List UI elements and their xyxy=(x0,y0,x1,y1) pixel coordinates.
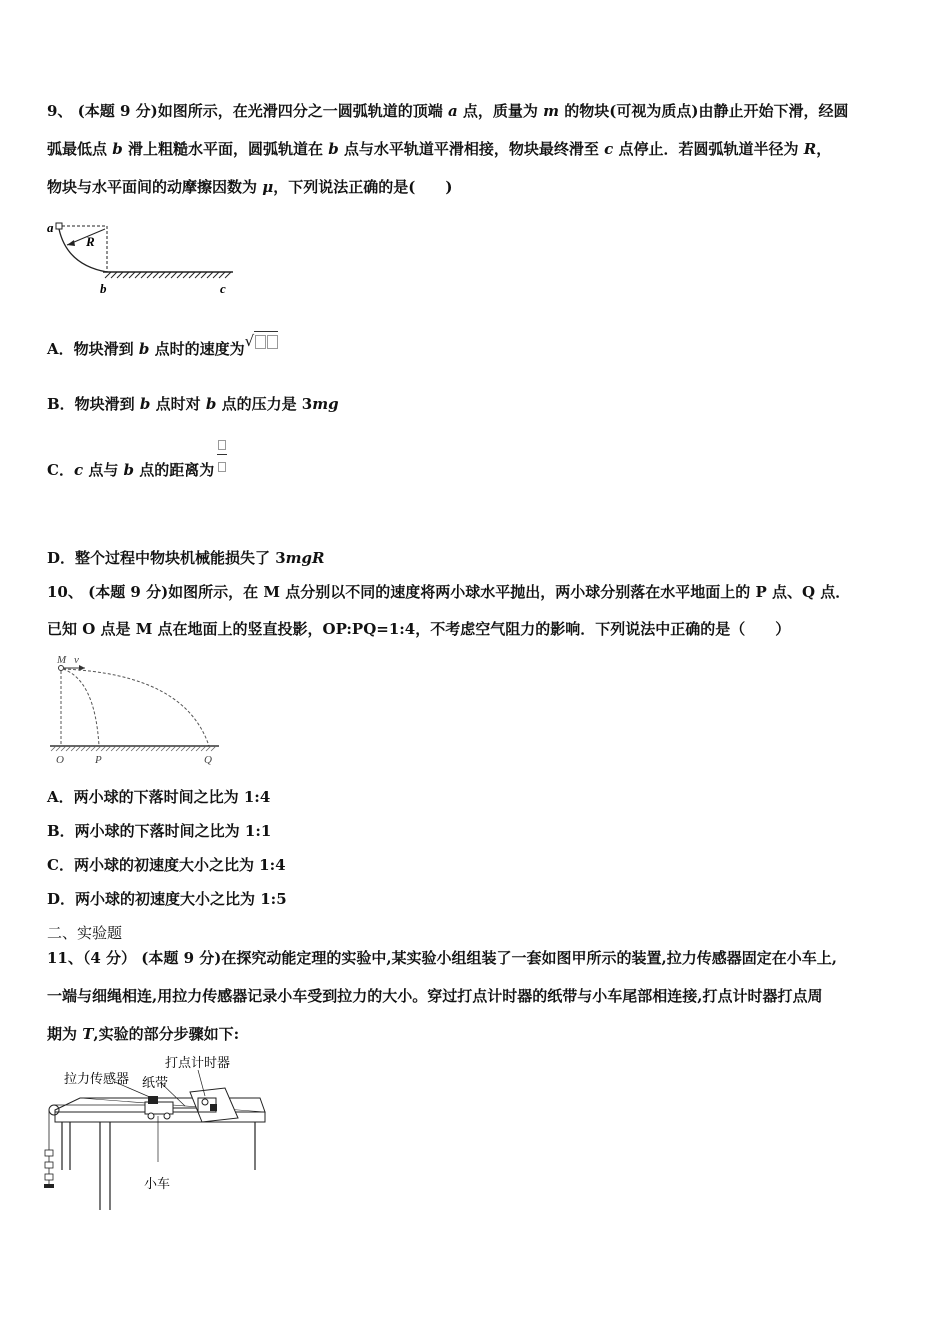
label-tape: 纸带 xyxy=(142,1076,169,1091)
label-a: a xyxy=(47,220,54,235)
projectile-diagram xyxy=(47,650,227,770)
label-cart: 小车 xyxy=(144,1177,171,1192)
apparatus-diagram xyxy=(40,1050,270,1215)
label-R: R xyxy=(86,234,95,249)
label-b: b xyxy=(100,281,107,296)
missing-glyph-icon xyxy=(255,335,266,349)
q9-option-a: A．物块滑到 b 点时的速度为√ xyxy=(47,339,278,359)
label-Q: Q xyxy=(204,754,212,766)
arc-track-diagram xyxy=(45,215,245,300)
label-sensor: 拉力传感器 xyxy=(64,1072,130,1087)
q10-option-b: B．两小球的下落时间之比为 1:1 xyxy=(47,822,272,840)
q9-line-3: 物块与水平面间的动摩擦因数为 μ，下列说法正确的是( ) xyxy=(47,178,453,196)
label-c: c xyxy=(220,281,226,296)
sqrt-formula: √ xyxy=(245,332,279,350)
q9-option-b: B．物块滑到 b 点时对 b 点的压力是 3mg xyxy=(47,395,339,413)
label-P: P xyxy=(95,754,102,766)
missing-glyph-icon xyxy=(218,462,226,472)
label-v: v xyxy=(74,654,79,666)
q9-line-2: 弧最低点 b 滑上粗糙水平面，圆弧轨道在 b 点与水平轨道平滑相接，物块最终滑至 c 点停止．若圆弧轨道半径为 R， xyxy=(47,140,832,158)
fraction-formula xyxy=(217,434,227,475)
q10-line-2: 已知 O 点是 M 点在地面上的竖直投影，OP:PQ=1:4，不考虑空气阻力的影响．下列说法中正确的是（ ） xyxy=(47,620,791,638)
q10-option-c: C．两小球的初速度大小之比为 1:4 xyxy=(47,856,286,874)
missing-glyph-icon xyxy=(218,440,226,450)
q10-line-1: 10、 (本题 9 分)如图所示，在 M 点分别以不同的速度将两小球水平抛出，两小球分别落在水平地面上的 P 点、Q 点． xyxy=(47,583,851,601)
q10-option-d: D．两小球的初速度大小之比为 1:5 xyxy=(47,890,287,908)
label-O: O xyxy=(56,754,64,766)
q11-line-1: 11、（4 分） (本题 9 分)在探究动能定理的实验中,某实验小组组装了一套如图甲所示的装置,拉力传感器固定在小车上, xyxy=(47,949,838,967)
label-M: M xyxy=(57,654,67,666)
q11-figure xyxy=(40,1050,270,1215)
q11-line-3: 期为 T,实验的部分步骤如下: xyxy=(47,1025,240,1043)
label-timer: 打点计时器 xyxy=(165,1056,231,1071)
q9-figure xyxy=(45,215,245,300)
section-heading: 二、实验题 xyxy=(47,924,123,942)
q9-option-d: D．整个过程中物块机械能损失了 3mgR xyxy=(47,549,325,567)
missing-glyph-icon xyxy=(267,335,278,349)
q9-option-c: C．c 点与 b 点的距离为 xyxy=(47,461,215,479)
q10-option-a: A．两小球的下落时间之比为 1:4 xyxy=(47,788,271,806)
q10-figure xyxy=(47,650,227,770)
q11-line-2: 一端与细绳相连,用拉力传感器记录小车受到拉力的大小。穿过打点计时器的纸带与小车尾部相连接,打点计时器打点周 xyxy=(47,987,823,1005)
q9-line-1: 9、 (本题 9 分)如图所示，在光滑四分之一圆弧轨道的顶端 a 点，质量为 m 的物块(可视为质点)由静止开始下滑，经圆 xyxy=(47,102,849,120)
